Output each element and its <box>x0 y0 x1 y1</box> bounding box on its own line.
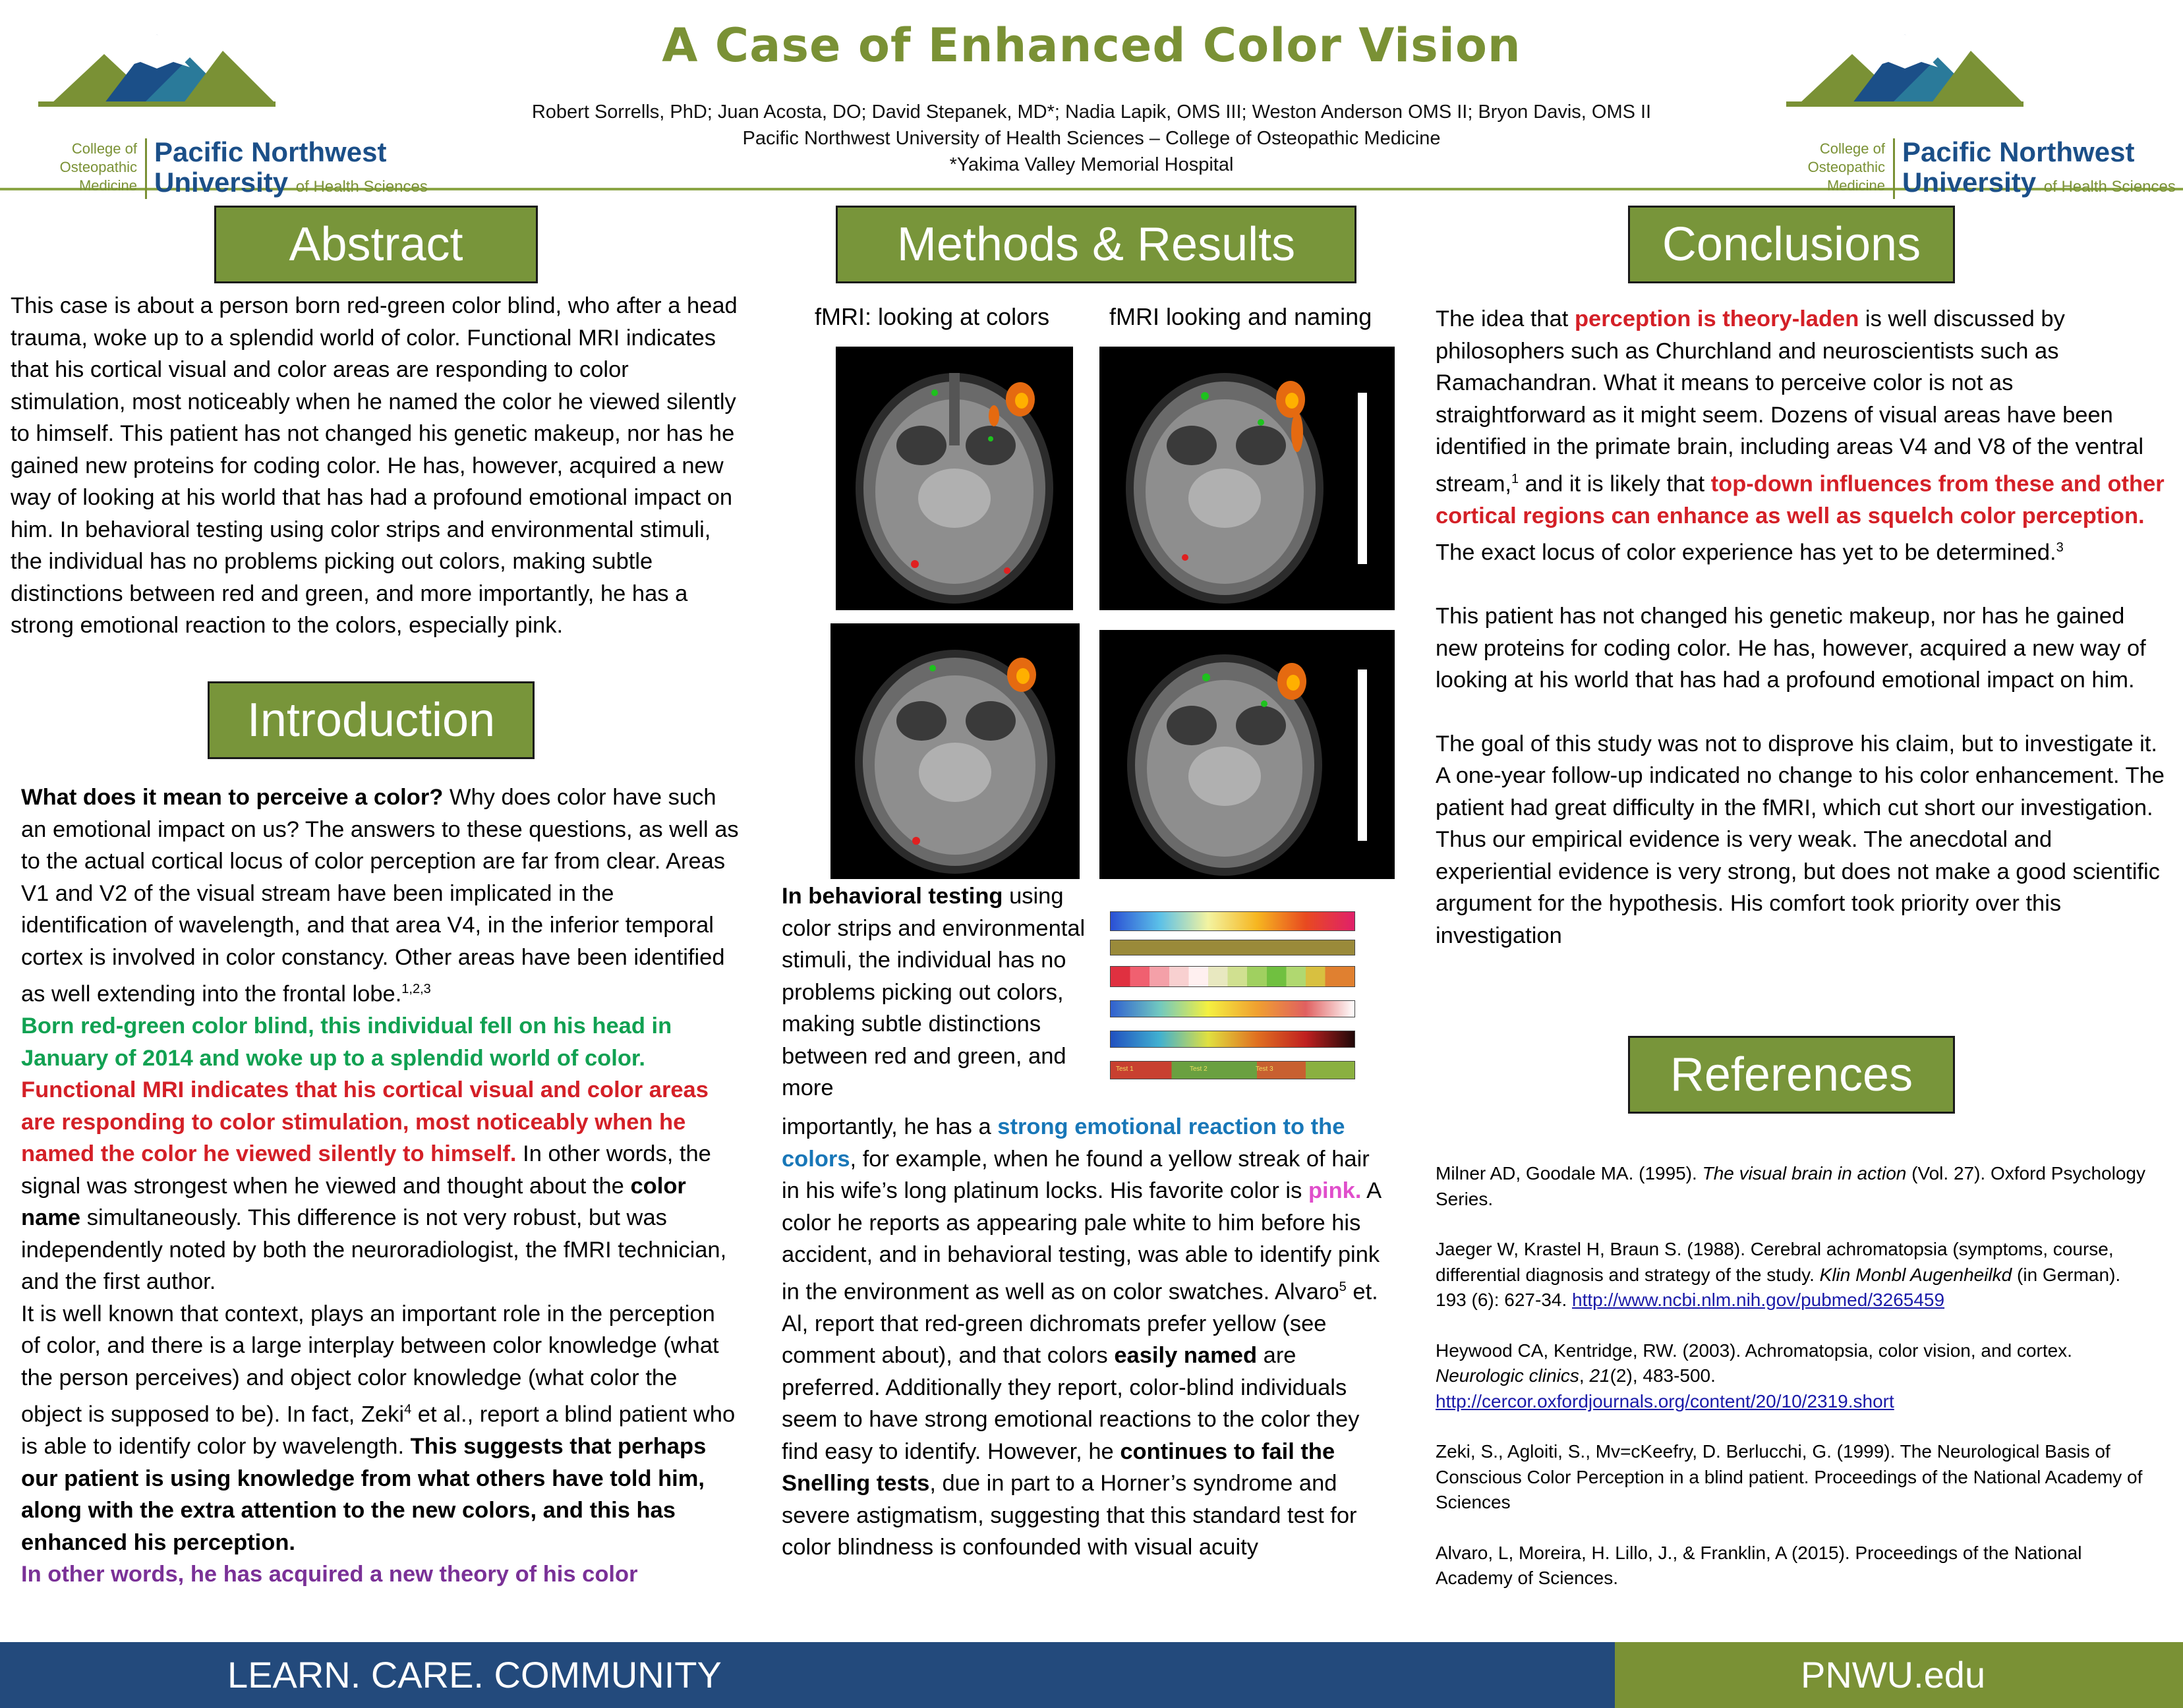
logo-separator <box>145 138 147 199</box>
hospital-line: *Yakima Valley Memorial Hospital <box>949 154 1234 175</box>
caption-left: fMRI: looking at colors <box>815 303 1050 330</box>
fmri-image <box>1099 630 1395 879</box>
reference-list <box>1436 1161 2154 1616</box>
brain-scan-icon <box>1099 347 1395 610</box>
introduction-heading: Introduction <box>208 681 535 759</box>
university-logo-right <box>1773 28 2176 198</box>
color-strip <box>1110 966 1355 987</box>
conclusion-paragraph: The idea that perception is theory-laden is well discussed by philosophers such as Churchland and neuroscientists such as Ramachandran. What it means to perceive color is not as straightforward as it might seem. Dozens of visual areas have been identified in the primate brain, including areas V4 and V8 of the ventral stream,$^1$ and it is likely that top-down influences from these and other cortical regions can enhance as well as squelch color perception. The exact locus of color experience has yet to be determined.$^3$ <box>1436 306 2165 565</box>
reference-item: Zeki, S., Agloiti, S., Mv=cKeefry, D. Berlucchi, G. (1999). The Neurological Basis of Conscious Color Perception in a blind patient. Proceedings of the National Academy of Sciences <box>1436 1441 2143 1512</box>
affiliation-line: Pacific Northwest University of Health Sciences – College of Osteopathic Medicine <box>742 128 1441 149</box>
methods-heading: Methods & Results <box>836 206 1356 283</box>
abstract-text: This case is about a person born red-green color blind, who after a head trauma, woke up to a splendid world of color. Functional MRI indicates that his cortical visual and color areas are responding to color stimulation, most noticeably when he named the color he viewed silently to himself. This patient has not changed his genetic makeup, nor has he gained new proteins for coding color. He has, however, acquired a new way of looking at his world that has had a profound emotional impact on him. In behavioral testing using color strips and environmental stimuli, the individual has no problems picking out colors, making subtle distinctions between red and green, and more importantly, he has a strong emotional reaction to the colors, especially pink. <box>11 293 738 638</box>
authors-line: Robert Sorrells, PhD; Juan Acosta, DO; David Stepanek, MD*; Nadia Lapik, OMS III; Weston Anderson OMS II; Bryon Davis, OMS II <box>531 101 1652 123</box>
mountain-logo-icon <box>1773 28 2023 107</box>
footer-bar-right <box>1615 1642 2183 1708</box>
brain-scan-icon <box>830 623 1080 879</box>
color-strip <box>1110 940 1355 955</box>
footer-bar-left <box>0 1642 1615 1708</box>
purple-highlight: In other words, he has acquired a new theory of his color <box>21 1562 638 1587</box>
reference-item: Milner AD, Goodale MA. (1995). The visual brain in action (Vol. 27). Oxford Psychology Series. <box>1436 1163 2145 1209</box>
blue-highlight: strong emotional reaction to the colors <box>782 1114 1345 1172</box>
reference-item: Alvaro, L, Moreira, H. Lillo, J., & Franklin, A (2015). Proceedings of the National Academy of Sciences. <box>1436 1542 2082 1588</box>
fmri-image <box>830 623 1080 879</box>
logo-name-line2: University of Health Sciences <box>154 167 428 198</box>
conclusion-paragraph: The goal of this study was not to disprove his claim, but to investigate it. A one-year follow-up indicated no change to his color enhancement. The patient had great difficulty in the fMRI, which cut short our investigation. Thus our empirical evidence is very weak. The anecdotal and experiential evidence is very strong, but does not make a good scientific argument for the hypothesis. His comfort took priority over this investigation <box>1436 731 2165 948</box>
results-text: importantly, he has a strong emotional reaction to the colors, for example, when he found a yellow streak of hair in his wife’s long platinum locks. His favorite color is pink. A color he reports as appearing pale white to him before his accident, and in behavioral testing, was able to identify pink in the environment as well as on color swatches. Alvaro$^5$ et. Al, report that red-green dichromats prefer yellow (see comment about), and that colors easily named are preferred. Additionally they report, color-blind individuals seem to have strong emotional reactions to the color they find easy to identify. However, he continues to fail the Snelling tests, due in part to a Horner’s syndrome and severe astigmatism, suggesting that this standard test for color blindness is confounded with visual acuity <box>782 1114 1381 1560</box>
color-strip <box>1110 1000 1355 1017</box>
college-label: College of Osteopathic Medicine <box>1807 140 1885 194</box>
abstract-heading: Abstract <box>214 206 538 283</box>
footer-slogan: LEARN. CARE. COMMUNITY <box>227 1654 722 1695</box>
brain-scan-icon <box>1099 630 1395 879</box>
color-strips <box>1110 908 1355 1082</box>
mountain-logo-icon <box>25 28 276 107</box>
logo-separator <box>1893 138 1895 199</box>
reference-item: Jaeger W, Krastel H, Braun S. (1988). Cerebral achromatopsia (symptoms, course, differential diagnosis and strategy of the study. Klin Monbl Augenheilkd (in German). 193 (6): 627-34. http://www.ncbi.nlm.nih.gov/pubmed/3265459 <box>1436 1239 2121 1310</box>
pink-highlight: pink. <box>1308 1178 1362 1203</box>
fmri-image <box>1099 347 1395 610</box>
color-strip <box>1110 1031 1355 1048</box>
introduction-text: What does it mean to perceive a color? Why does color have such an emotional impact on us? The answers to these questions, as well as to the actual cortical locus of color perception are far from clear. Areas V1 and V2 of the visual stream have been implicated in the identification of wavelength, and that area V4, in the inferior temporal cortex is involved in color constancy. Other areas have been identified as well extending into the frontal lobe.$^{1,2,3}$ Born red-green color blind, this individual fell on his head in January of 2014 and woke up to a splendid world of color. Functional MRI indicates that his cortical visual and color areas are responding to color stimulation, most noticeably when he named the color he viewed silently to himself. In other words, the signal was strongest when he viewed and thought about the color name simultaneously. This difference is not very robust, but was independently noted by both the neuroradiologist, the fMRI technician, and the first author. It is well known that context, plays an important role in the perception of color, and there is a large interplay between color knowledge (what the person perceives) and object color knowledge (what color the object is supposed to be). In fact, Zeki$^4$ et al., report a blind patient who is able to identify color by wavelength. This suggests that perhaps our patient is using knowledge from what others have told him, along with the extra attention to the new colors, and this has enhanced his perception. In other words, he has acquired a new theory of his color <box>21 785 739 1587</box>
conclusions-text <box>1436 303 2165 952</box>
footer-website[interactable]: PNWU.edu <box>1801 1654 1986 1695</box>
logo-name-line1: Pacific Northwest <box>154 136 387 167</box>
college-label: College of Osteopathic Medicine <box>59 140 137 194</box>
conclusion-paragraph: This patient has not changed his genetic makeup, nor has he gained new proteins for coding color. He has, however, acquired a new way of looking at his world that has had a profound emotional impact on him. <box>1436 604 2146 693</box>
caption-right: fMRI looking and naming <box>1109 303 1372 330</box>
logo-name-line1: Pacific Northwest <box>1902 136 2135 167</box>
behavioral-text: In behavioral testing using color strips and environmental stimuli, the individual has no problems picking out colors, making subtle distinctions between red and green, and more <box>782 884 1086 1100</box>
conclusions-heading: Conclusions <box>1628 206 1955 283</box>
poster-title: A Case of Enhanced Color Vision <box>662 18 1521 72</box>
color-strip <box>1110 911 1355 931</box>
university-logo-left <box>25 28 428 198</box>
reference-item: Heywood CA, Kentridge, RW. (2003). Achromatopsia, color vision, and cortex. Neurologic clinics, 21(2), 483-500. http://cercor.oxfordjournals.org/content/20/10/2319.short <box>1436 1340 2072 1411</box>
reference-link[interactable]: http://www.ncbi.nlm.nih.gov/pubmed/3265459 <box>1572 1290 1945 1310</box>
color-strip: Test 1 Test 2 Test 3 <box>1110 1061 1355 1079</box>
brain-scan-icon <box>836 347 1073 610</box>
reference-link[interactable]: http://cercor.oxfordjournals.org/content/20/10/2319.short <box>1436 1390 1894 1411</box>
green-highlight: Born red-green color blind, this individual fell on his head in January of 2014 and woke up to a splendid world of color. <box>21 1013 672 1071</box>
red-highlight: Functional MRI indicates that his cortical visual and color areas are responding to color stimulation, most noticeably when he named the color he viewed silently to himself. <box>21 1077 709 1166</box>
references-heading: References <box>1628 1036 1955 1114</box>
logo-name-line2: University of Health Sciences <box>1902 167 2176 198</box>
fmri-image <box>836 347 1073 610</box>
